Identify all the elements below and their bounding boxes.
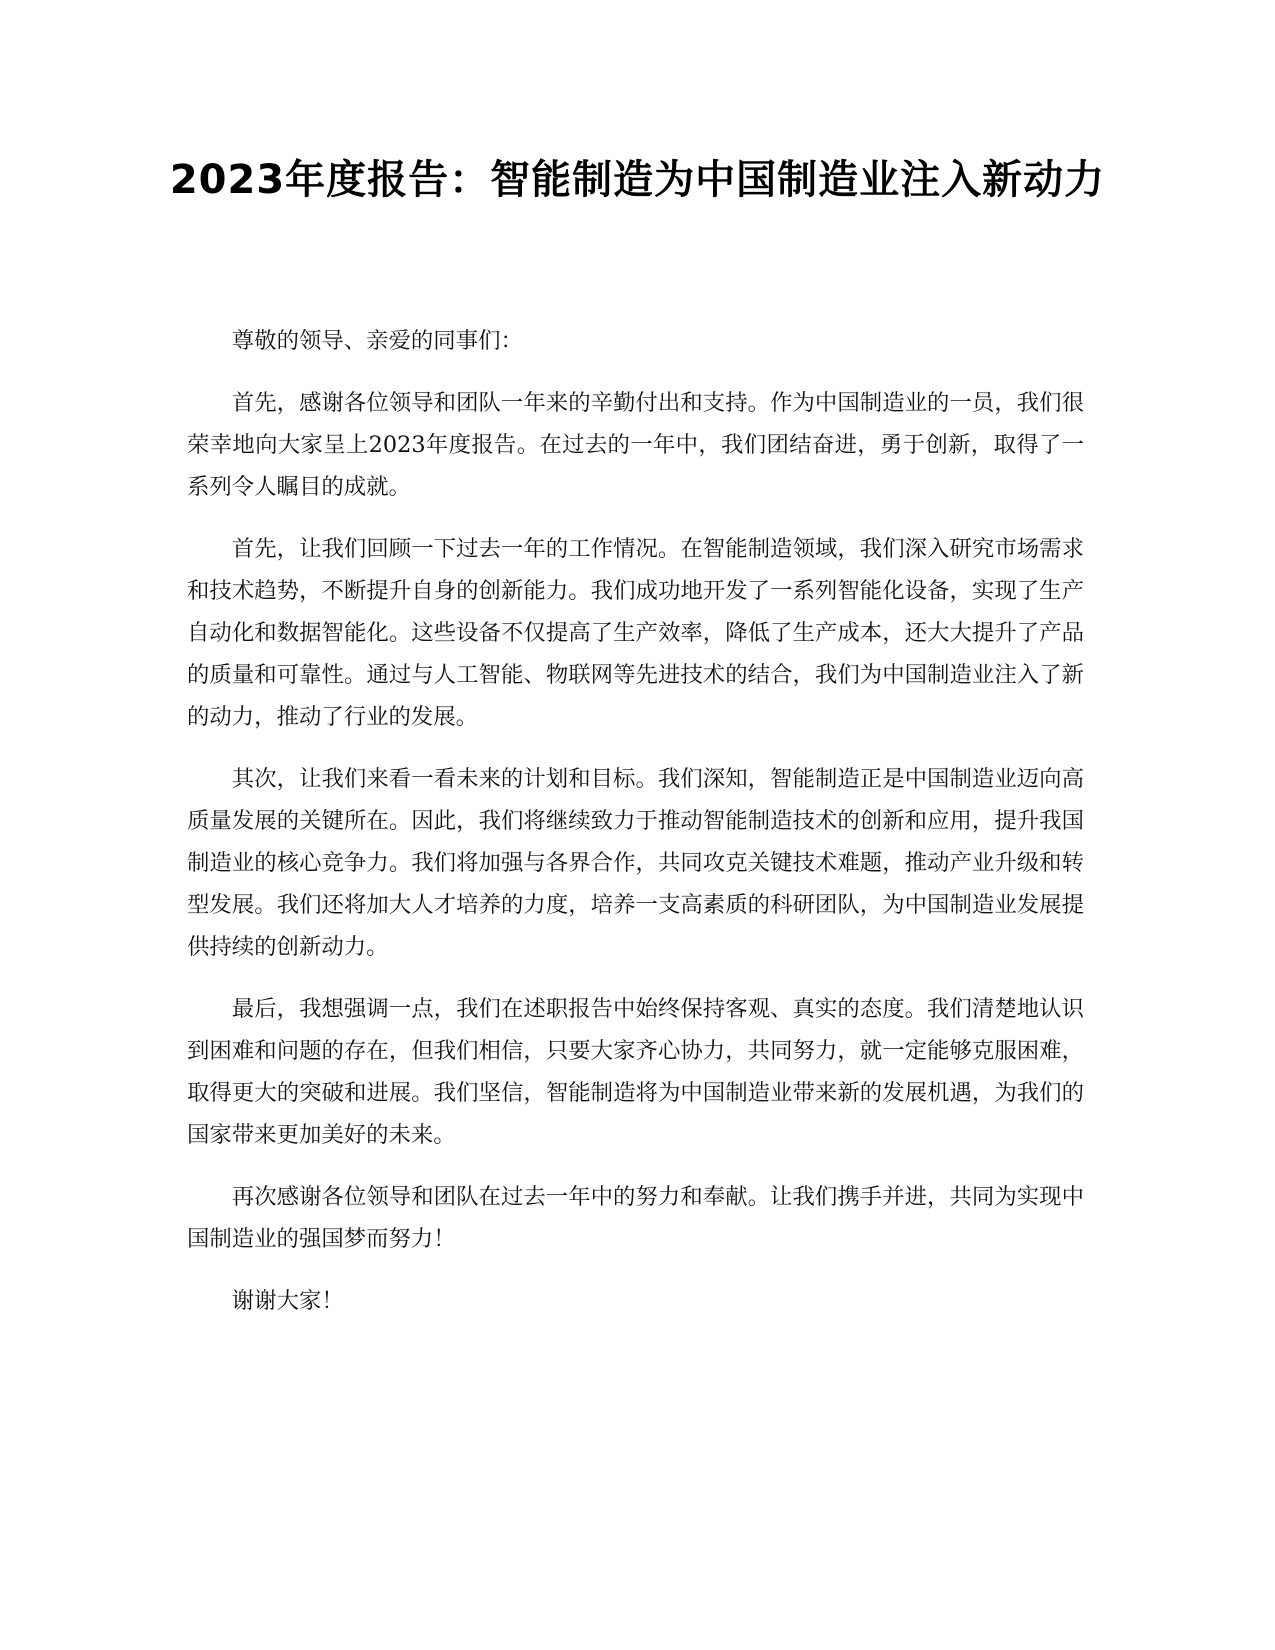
paragraph-thanks-intro: 首先，感谢各位领导和团队一年来的辛勤付出和支持。作为中国制造业的一员，我们很荣幸地向大家呈上2023年度报告。在过去的一年中，我们团结奋进，勇于创新，取得了一系列令人瞩目的成就。 xyxy=(187,390,1084,500)
document-title: 2023年度报告：智能制造为中国制造业注入新动力 xyxy=(169,157,1106,203)
paragraph-sign-off: 谢谢大家！ xyxy=(231,1288,344,1314)
paragraph-review: 首先，让我们回顾一下过去一年的工作情况。在智能制造领域，我们深入研究市场需求和技术趋势，不断提升自身的创新能力。我们成功地开发了一系列智能化设备，实现了生产自动化和数据智能化。这些设备不仅提高了生产效率，降低了生产成本，还大大提升了产品的质量和可靠性。通过与人工智能、物联网等先进技术的结合，我们为中国制造业注入了新的动力，推动了行业的发展。 xyxy=(187,536,1084,730)
paragraph-salutation: 尊敬的领导、亲爱的同事们： xyxy=(231,328,523,354)
paragraph-thanks-again: 再次感谢各位领导和团队在过去一年中的努力和奉献。让我们携手并进，共同为实现中国制造业的强国梦而努力！ xyxy=(187,1184,1084,1252)
paragraph-closing: 最后，我想强调一点，我们在述职报告中始终保持客观、真实的态度。我们清楚地认识到困难和问题的存在，但我们相信，只要大家齐心协力，共同努力，就一定能够克服困难，取得更大的突破和进展。我们坚信，智能制造将为中国制造业带来新的发展机遇，为我们的国家带来更加美好的未来。 xyxy=(187,996,1084,1148)
paragraph-plans: 其次，让我们来看一看未来的计划和目标。我们深知，智能制造正是中国制造业迈向高质量发展的关键所在。因此，我们将继续致力于推动智能制造技术的创新和应用，提升我国制造业的核心竞争力。我们将加强与各界合作，共同攻克关键技术难题，推动产业升级和转型发展。我们还将加大人才培养的力度，培养一支高素质的科研团队，为中国制造业发展提供持续的创新动力。 xyxy=(187,766,1084,960)
document-body xyxy=(187,320,1084,1342)
